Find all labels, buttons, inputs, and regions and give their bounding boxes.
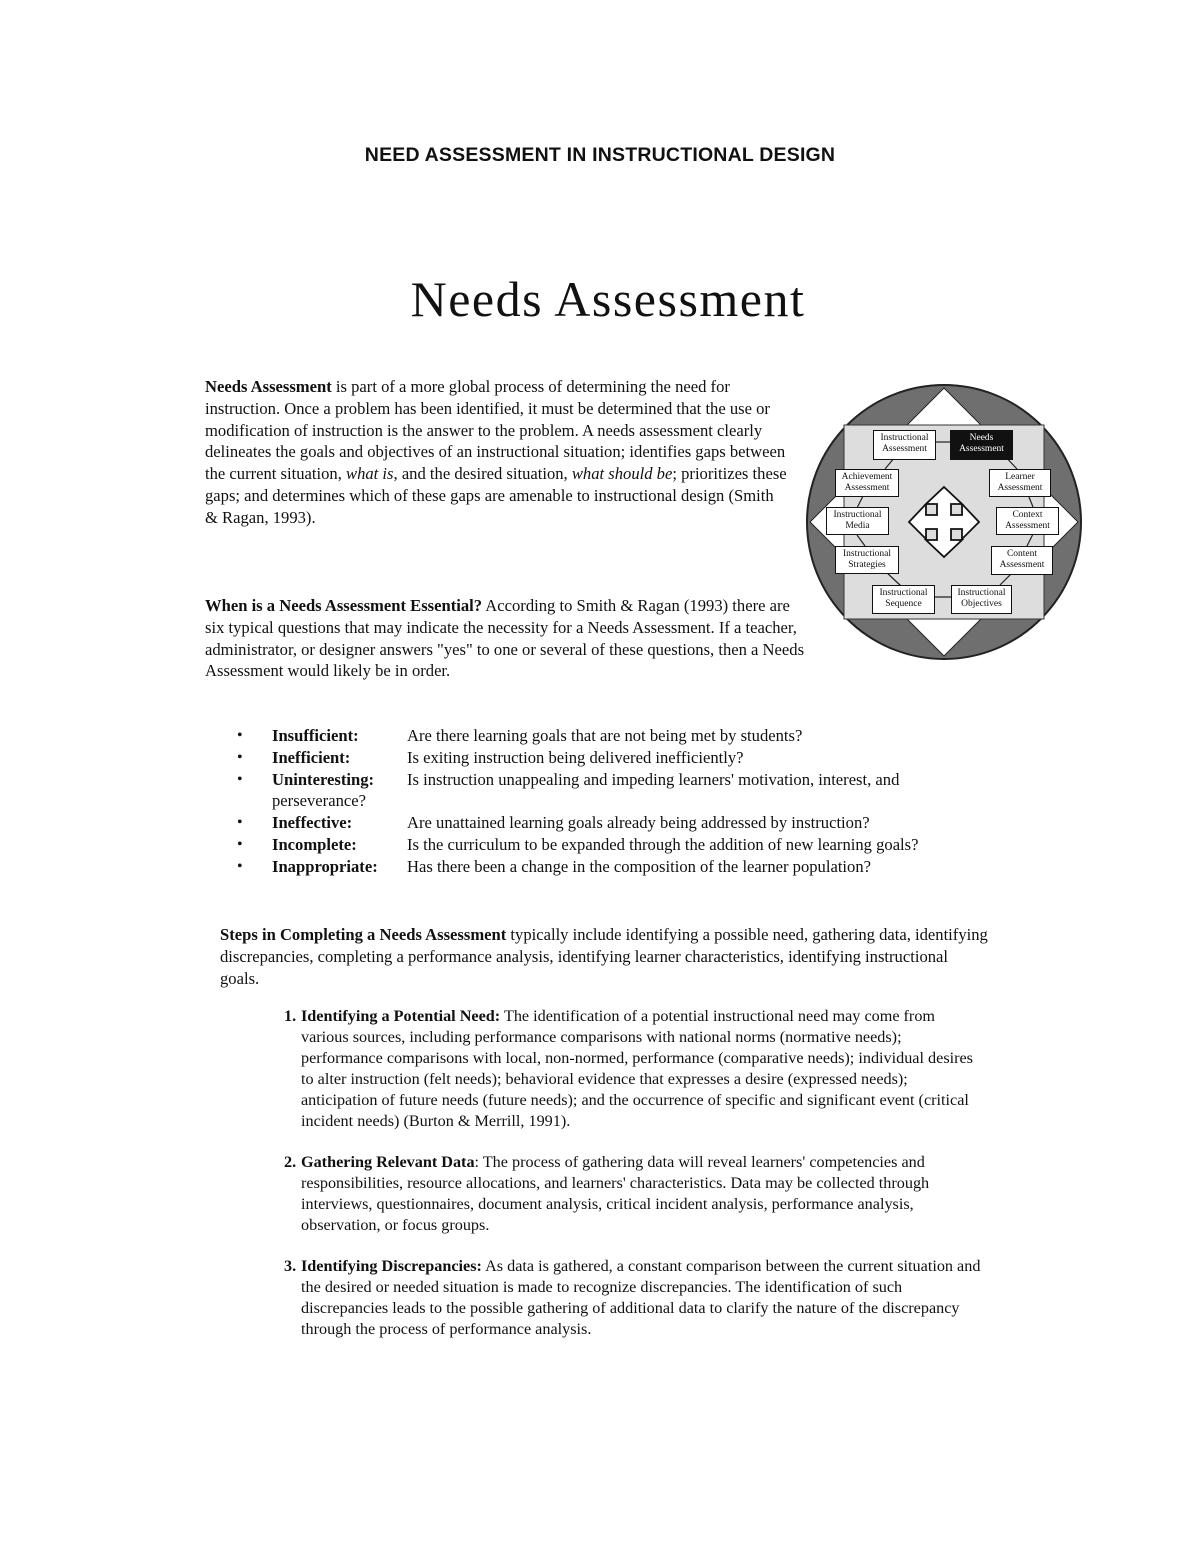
step-text: As data is gathered, a constant comparison between the current situation and the desired or needed situation is made to recognize discrepancies. The identification of such discrepancies leads to the possible gathering of additional data to clarify the nature of the discrepancy through the process of performance analysis. (301, 1257, 981, 1338)
question-text: Is instruction unappealing and impeding learners' motivation, interest, and perseverance? (272, 769, 900, 811)
step-text: The identification of a potential instructional need may come from various sources, including performance comparisons with national norms (normative needs); performance comparisons with local, non-normed, performance (comparative needs); individual desires to alter instruction (felt needs); behavioral evidence that expresses a desire (expressed needs); anticipation of future needs (future needs); and the occurrence of specific and significant event (critical incident needs) (Burton & Merrill, 1991). (301, 1007, 973, 1130)
question-term: Inappropriate: (272, 856, 378, 876)
box-instructional-objectives: Instructional Objectives (951, 585, 1012, 614)
box-context-assessment: Context Assessment (996, 507, 1059, 535)
box-instructional-media: Instructional Media (826, 507, 889, 535)
bullet-icon: • (237, 748, 243, 766)
intro-what-is: what is (346, 464, 394, 484)
box-instructional-assessment: Instructional Assessment (873, 430, 936, 460)
page-header: NEED ASSESSMENT IN INSTRUCTIONAL DESIGN (364, 144, 836, 166)
steps-intro-paragraph (220, 924, 990, 989)
box-learner-assessment: Learner Assessment (989, 469, 1051, 497)
box-content-assessment: Content Assessment (991, 546, 1053, 575)
step-term: Identifying Discrepancies: (301, 1257, 482, 1275)
step-number: 1. (284, 1007, 297, 1025)
bullet-icon: • (237, 857, 243, 875)
question-term: Incomplete: (272, 834, 357, 854)
bullet-icon: • (237, 835, 243, 853)
steps-list (284, 1006, 984, 1360)
list-item (237, 747, 997, 769)
when-paragraph (205, 595, 805, 682)
list-item (284, 1256, 984, 1340)
intro-paragraph (205, 376, 790, 529)
question-text: Are there learning goals that are not being met by students? (407, 726, 803, 745)
step-text: : The process of gathering data will reveal learners' competencies and responsibilities, resource allocations, and learners' characteristics. Data may be collected through interviews, questionnaires, document analysis, critical incident analysis, performance analysis, observation, or focus groups. (301, 1153, 930, 1234)
list-item (237, 856, 997, 878)
step-number: 2. (284, 1153, 297, 1171)
question-text: Has there been a change in the composition of the learner population? (407, 856, 871, 876)
list-item (284, 1006, 984, 1132)
step-term: Gathering Relevant Data (301, 1153, 475, 1171)
box-instructional-sequence: Instructional Sequence (872, 585, 935, 614)
bullet-icon: • (237, 814, 243, 832)
steps-intro-term: Steps in Completing a Needs Assessment (220, 925, 507, 944)
box-achievement-assessment: Achievement Assessment (835, 469, 899, 497)
question-term: Inefficient: (272, 747, 351, 767)
step-term: Identifying a Potential Need: (301, 1007, 501, 1025)
question-text: Are unattained learning goals already being addressed by instruction? (407, 813, 870, 833)
needs-assessment-cycle-diagram (805, 383, 1083, 661)
bullet-icon: • (237, 727, 243, 744)
question-term: Uninteresting: (272, 769, 375, 789)
question-text: Is the curriculum to be expanded through the addition of new learning goals? (407, 834, 919, 854)
step-number: 3. (284, 1257, 297, 1275)
question-text: Is exiting instruction being delivered inefficiently? (407, 747, 744, 767)
intro-text-3: ; prioritizes these gaps; and determines which of these gaps are amenable to instructional design (Smith & Ragan, 1993). (205, 464, 787, 527)
question-term: Ineffective: (272, 813, 353, 833)
box-needs-assessment: Needs Assessment (950, 430, 1013, 460)
when-text: According to Smith & Ragan (1993) there are six typical questions that may indicate the necessity for a Needs Assessment. If a teacher, administrator, or designer answers "yes" to one or several of these questions, then a Needs Assessment would likely be in order. (205, 596, 805, 681)
intro-term: Needs Assessment (205, 377, 332, 396)
list-item (284, 1152, 984, 1236)
document-title: Needs Assessment (410, 271, 806, 327)
bullet-icon: • (237, 770, 243, 788)
question-term: Insufficient: (272, 726, 359, 745)
box-instructional-strategies: Instructional Strategies (835, 546, 899, 574)
intro-text-1: is part of a more global process of determining the need for instruction. Once a problem has been identified, it must be determined that the use or modification of instruction is the answer to the problem. A needs assessment clearly delineates the goals and objectives of an instructional situation; identifies gaps between the current situation, (205, 377, 786, 484)
intro-text-2: , and the desired situation, (393, 464, 572, 484)
list-item (237, 834, 997, 856)
steps-intro-text: typically include identifying a possible need, gathering data, identifying discrepancies, completing a performance analysis, identifying learner characteristics, identifying instructional goals. (220, 925, 988, 988)
intro-what-should-be: what should be (571, 464, 673, 484)
list-item (237, 769, 997, 813)
question-list (237, 725, 997, 878)
list-item (237, 812, 997, 834)
list-item (237, 725, 997, 747)
when-term: When is a Needs Assessment Essential? (205, 596, 483, 615)
